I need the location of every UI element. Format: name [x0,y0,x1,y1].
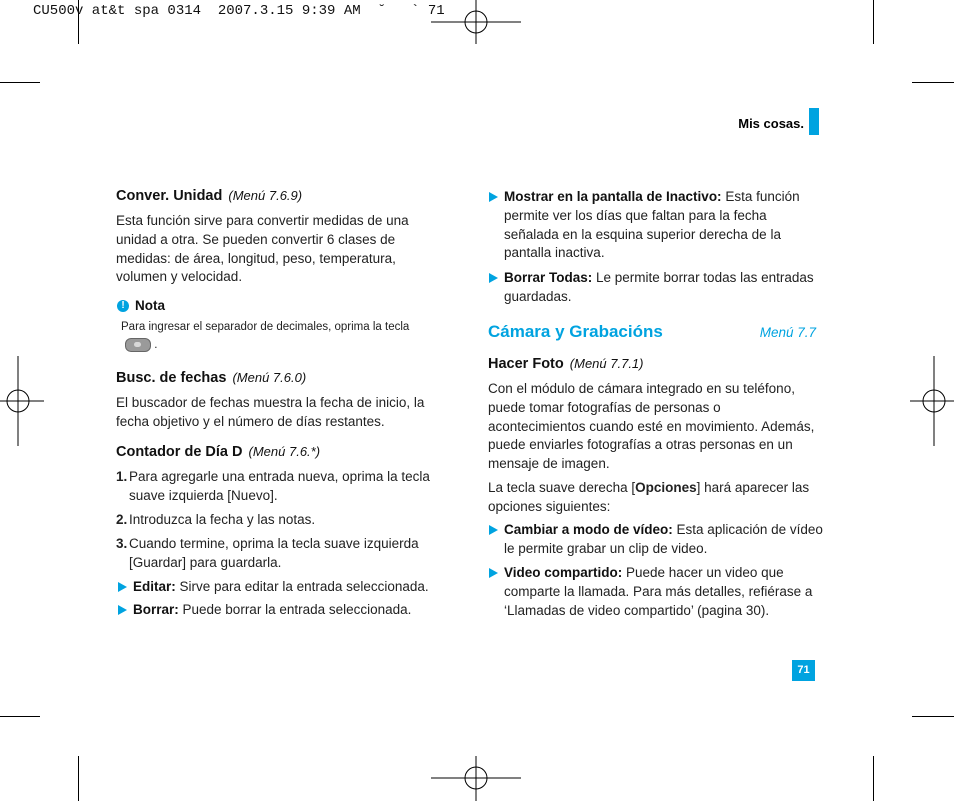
arrow-icon [489,273,498,283]
step-item [116,468,436,506]
text-bold: Opciones [635,480,697,495]
page-number: 71 [792,660,815,681]
bullet-text: le permite grabar un clip de video. [504,540,708,556]
step-item [116,535,436,573]
registration-mark-bottom [431,756,521,801]
bullet-item [118,578,438,597]
hacer-text2 [488,479,809,517]
bullet-text: Sirve para editar la entrada seleccionada. [175,579,429,594]
note-line: Para ingresar el separador de decimales, oprima la tecla [121,321,410,333]
text-line: Esta función sirve para convertir medidas de una [116,213,409,228]
bullet-label: Editar: [133,579,176,594]
step-line: [Guardar] para guardarla. [129,554,282,570]
step-number: 1. [116,469,128,484]
crop-mark [873,756,874,801]
heading-title: Conver. Unidad [116,188,223,204]
heading-title: Hacer Foto [488,356,564,372]
section-tab [809,108,819,135]
bullet-text: señalada en la esquina superior derecha de la [504,226,781,242]
bullet-label: Borrar: [133,602,179,617]
bullet-text: Le permite borrar todas las entradas [592,270,814,285]
arrow-icon [489,192,498,202]
text-span: La tecla suave derecha [ [488,480,636,495]
contador-heading [116,444,320,460]
step-number: 3. [116,536,128,551]
crop-mark [78,756,79,801]
bullet-item [489,188,824,263]
section-menu: Menú 7.7 [759,325,816,340]
conver-heading [116,188,302,204]
note-heading [117,298,165,313]
heading-title: Contador de Día D [116,444,243,460]
step-number: 2. [116,512,128,527]
section-header: Mis cosas. [738,116,804,131]
crop-mark [0,716,40,717]
note-title: Nota [135,298,165,313]
busc-heading [116,370,306,386]
note-end: . [154,339,158,351]
text-line: Con el módulo de cámara integrado en su teléfono, [488,381,795,396]
crop-mark [873,0,874,44]
step-line: Para agregarle una entrada nueva, oprima la tecla [129,469,430,484]
bullet-item [489,521,824,559]
bullet-text: Esta función [721,189,800,204]
text-line: medidas: de área, longitud, peso, temperatura, [116,250,396,266]
info-icon: ! [117,300,129,312]
bullet-text: ‘Llamadas de video compartido’ (pagina 30). [504,602,770,618]
registration-mark-right [910,356,954,446]
arrow-icon [118,582,127,592]
step-line: suave izquierda [Nuevo]. [129,487,278,503]
step-line: Cuando termine, oprima la tecla suave izquierda [129,536,419,551]
key-icon [125,338,151,352]
heading-menu: (Menú 7.6.9) [228,188,303,203]
text-line: unidad a otra. Se pueden convertir 6 clases de [116,231,396,247]
bullet-label: Borrar Todas: [504,270,593,285]
busc-text [116,394,424,432]
text-line: El buscador de fechas muestra la fecha de inicio, la [116,395,425,410]
hacer-text [488,380,814,474]
bullet-label: Cambiar a modo de vídeo: [504,522,673,537]
bullet-text: permite ver los días que faltan para la fecha [504,207,767,223]
step-line: Introduzca la fecha y las notas. [129,512,316,527]
heading-title: Busc. de fechas [116,370,227,386]
arrow-icon [489,568,498,578]
bullet-label: Mostrar en la pantalla de Inactivo: [504,189,722,204]
text-line: opciones siguientes: [488,498,611,514]
hacer-heading [488,356,643,372]
arrow-icon [118,605,127,615]
bullet-text: pantalla inactiva. [504,245,605,261]
note-text [121,318,409,354]
heading-menu: (Menú 7.6.0) [232,370,307,385]
registration-mark-left [0,356,44,446]
conver-text [116,212,409,287]
crop-mark [0,82,40,83]
text-line: volumen y velocidad. [116,269,243,285]
print-slug: CU500v at&t spa 0314 2007.3.15 9:39 AM ˘ ` 71 [33,3,445,19]
crop-mark [912,716,954,717]
bullet-text: Puede hacer un video que [622,565,784,580]
text-line: acontecimientos cuando esté en movimiento. Además, [488,418,815,434]
arrow-icon [489,525,498,535]
crop-mark [912,82,954,83]
bullet-item [489,564,824,620]
bullet-text: guardadas. [504,288,572,304]
text-line: fecha objetivo y el número de días restantes. [116,413,385,429]
text-line: puede tomar fotografías de personas o [488,399,721,415]
step-item [116,511,436,530]
bullet-text: comparte la llamada. Para más detalles, refiérase a [504,583,813,599]
bullet-item [118,601,438,620]
bullet-item [489,269,824,307]
heading-menu: (Menú 7.6.*) [248,444,321,459]
text-line: puede enviarles fotografías a otras personas en un [488,437,793,453]
text-span: ] hará aparecer las [696,480,810,495]
bullet-text: Esta aplicación de vídeo [672,522,823,537]
bullet-text: Puede borrar la entrada seleccionada. [178,602,412,617]
bullet-label: Video compartido: [504,565,623,580]
text-line: mensaje de imagen. [488,456,610,472]
section-title: Cámara y Grabacións [488,322,663,341]
heading-menu: (Menú 7.7.1) [569,356,644,371]
